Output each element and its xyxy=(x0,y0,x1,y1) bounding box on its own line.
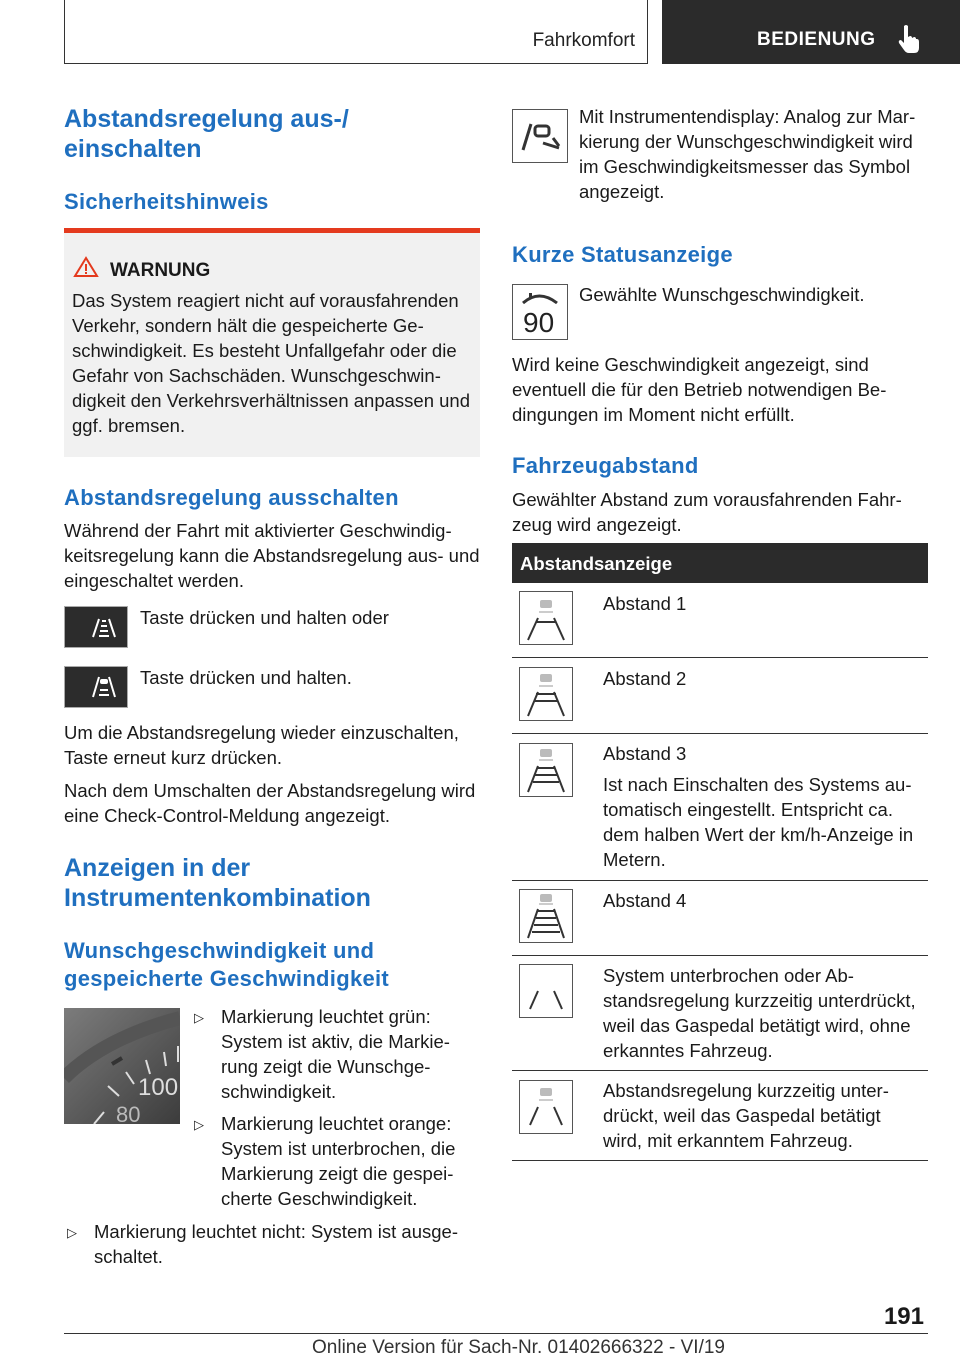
bullet-off: Markierung leuchtet nicht: System ist ausgeschaltet. xyxy=(94,1221,459,1267)
table-row-text: Abstand 2 xyxy=(603,668,687,689)
warning-triangle-icon xyxy=(73,256,99,278)
subtitle-distance: Fahrzeugabstand xyxy=(512,453,699,478)
subtitle-desired-speed: Wunschgeschwindigkeit und gespeicherte Geschwindigkeit xyxy=(64,938,390,991)
footer-text: Online Version für Sach-Nr. 01402666322 - VI/19 xyxy=(312,1337,725,1358)
section-title-toggle: Abstandsregelung aus-/ einschalten xyxy=(64,105,349,163)
gauge-label-100: 100 xyxy=(138,1074,179,1101)
table-row-divider xyxy=(512,657,928,658)
status-text: Gewählte Wunschgeschwindigkeit. xyxy=(579,284,865,305)
distance-button-car-icon xyxy=(64,666,128,708)
bullet-green: Markierung leuchtet grün: System ist aktiv, die Markierung zeigt die Wunschgeschwindigkeit. xyxy=(221,1006,450,1102)
table-row-divider xyxy=(512,955,928,956)
bullet-triangle-icon: ▷ xyxy=(194,1010,204,1025)
distance-suppressed-vehicle-icon xyxy=(519,1080,573,1134)
subtitle-status: Kurze Statusanzeige xyxy=(512,242,733,267)
paragraph-no-speed: Wird keine Geschwindigkeit angezeigt, sind eventuell die für den Betrieb notwendigen Bedingungen im Moment nicht erfüllt. xyxy=(512,354,887,425)
instrument-display-text: Mit Instrumentendisplay: Analog zur Markierung der Wunschgeschwindigkeit wird im Geschwindigkeitsmesser das Symbol angezeigt. xyxy=(579,106,916,202)
paragraph-check-control: Nach dem Umschalten der Abstandsregelung wird eine Check-Control-Meldung angezeigt. xyxy=(64,780,476,826)
bullet-triangle-icon: ▷ xyxy=(67,1225,77,1240)
page-number: 191 xyxy=(883,1303,924,1330)
status-speed-icon xyxy=(512,284,568,340)
header-chapter-tab xyxy=(662,0,960,64)
subtitle-safety: Sicherheitshinweis xyxy=(64,189,269,214)
paragraph-switch-off: Während der Fahrt mit aktivierter Geschwindigkeitsregelung kann die Abstandsregelung aus- und eingeschaltet werden. xyxy=(64,520,480,591)
pointing-hand-icon xyxy=(898,24,920,54)
table-row-divider xyxy=(512,1160,928,1161)
instrument-symbol-icon xyxy=(512,109,568,163)
table-row-text: System unterbrochen oder Abstandsregelung kurzzeitig unterdrückt, weil das Gaspedal betätigt wird, ohne erkanntes Fahrzeug. xyxy=(603,965,916,1061)
table-header-label: Abstandsanzeige xyxy=(520,553,673,574)
table-header xyxy=(512,543,928,583)
table-row-text: Abstand 1 xyxy=(603,593,687,614)
warning-text: Das System reagiert nicht auf vorausfahrenden Verkehr, sondern hält die gespeicherte Geschwindigkeit. Es besteht Unfallgefahr oder die Gefahr von Sachschäden. Wunschgeschwindigkeit den Verkehrsverhältnissen anpassen und ggf. bremsen. xyxy=(72,290,471,436)
table-row-text: Abstand 3 xyxy=(603,743,687,764)
bullet-orange: Markierung leuchtet orange: System ist unterbrochen, die Markierung zeigt die gespeicherte Geschwindigkeit. xyxy=(221,1113,456,1209)
footer-divider xyxy=(64,1333,928,1334)
table-row-text: Abstandsregelung kurzzeitig unterdrückt, weil das Gaspedal betätigt wird, mit erkanntem Fahrzeug. xyxy=(603,1080,889,1151)
warning-box xyxy=(64,228,480,457)
distance-interrupted-icon xyxy=(519,964,573,1018)
distance-1-icon xyxy=(519,591,573,645)
header-chapter-label: BEDIENUNG xyxy=(757,29,876,50)
bullet-triangle-icon: ▷ xyxy=(194,1117,204,1132)
table-row-divider xyxy=(512,733,928,734)
distance-button-icon xyxy=(64,606,128,648)
table-row-text: Abstand 4 xyxy=(603,890,687,911)
warning-title: WARNUNG xyxy=(110,260,211,281)
section-title-display: Anzeigen in der Instrumentenkombination xyxy=(64,854,371,912)
status-speed-value: 90 xyxy=(523,307,555,338)
header-section-title: Fahrkomfort xyxy=(532,30,635,51)
paragraph-distance: Gewählter Abstand zum vorausfahrenden Fahrzeug wird angezeigt. xyxy=(512,489,902,535)
distance-4-icon xyxy=(519,889,573,943)
button-instruction-1: Taste drücken und halten oder xyxy=(140,607,389,628)
distance-3-icon xyxy=(519,743,573,797)
table-row-divider xyxy=(512,1070,928,1071)
button-instruction-2: Taste drücken und halten. xyxy=(140,667,352,688)
distance-2-icon xyxy=(519,667,573,721)
table-row-divider xyxy=(512,880,928,881)
table-row-note: Ist nach Einschalten des Systems automatisch eingestellt. Entspricht ca. dem halben Wert der km/h-Anzeige in Metern. xyxy=(603,774,914,870)
subtitle-switch-off: Abstandsregelung ausschalten xyxy=(64,485,399,510)
speedometer-image xyxy=(64,1008,180,1124)
gauge-label-80: 80 xyxy=(116,1102,141,1124)
paragraph-switch-on: Um die Abstandsregelung wieder einzuschalten, Taste erneut kurz drücken. xyxy=(64,722,459,768)
